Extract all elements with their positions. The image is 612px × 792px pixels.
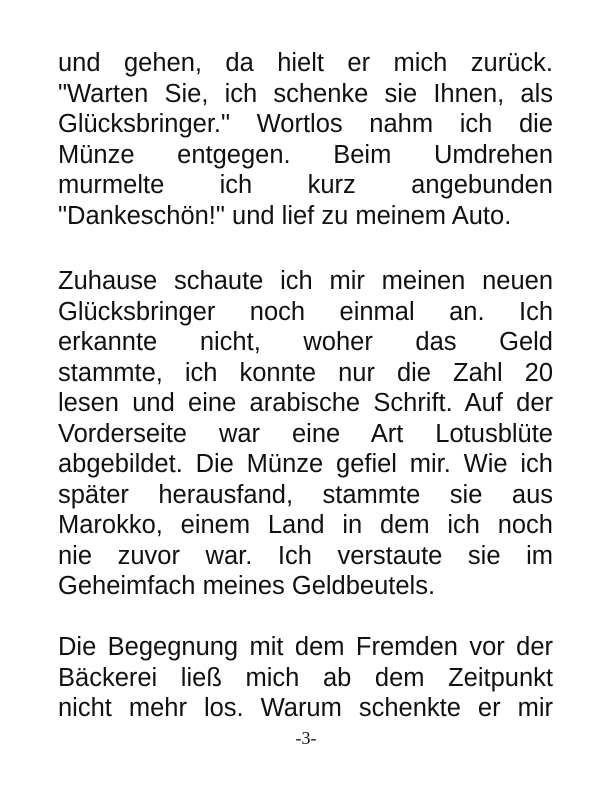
text-line: nicht mehr los. Warum schenkte er mir xyxy=(58,694,553,722)
paragraph-2 xyxy=(58,266,553,602)
text-line: Geheimfach meines Geldbeutels. xyxy=(58,572,436,600)
text-line: nie zuvor war. Ich verstaute sie im xyxy=(58,541,553,570)
text-line: Vorderseite war eine Art Lotusblüte xyxy=(58,419,553,448)
text-line: abgebildet. Die Münze gefiel mir. Wie ich xyxy=(58,450,553,478)
page-number: -3- xyxy=(295,728,317,748)
text-line: "Dankeschön!" und lief zu meinem Auto. xyxy=(58,201,512,230)
text-line: Glücksbringer noch einmal an. Ich xyxy=(58,297,553,326)
text-line: Bäckerei ließ mich ab dem Zeitpunkt xyxy=(58,663,553,692)
text-line: erkannte nicht, woher das Geld xyxy=(58,328,553,356)
text-line: lesen und eine arabische Schrift. Auf der xyxy=(58,389,553,417)
paragraph-3 xyxy=(58,632,553,724)
text-line: Die Begegnung mit dem Fremden vor der xyxy=(58,633,553,661)
text-line: Glücksbringer." Wortlos nahm ich die xyxy=(58,110,553,138)
text-line: murmelte ich kurz angebunden xyxy=(58,171,553,199)
text-line: Marokko, einem Land in dem ich noch xyxy=(58,511,553,539)
text-line: stammte, ich konnte nur die Zahl 20 xyxy=(58,358,553,387)
text-line: Münze entgegen. Beim Umdrehen xyxy=(58,140,553,169)
text-line: und gehen, da hielt er mich zurück. xyxy=(58,49,553,77)
text-line: Zuhause schaute ich mir meinen neuen xyxy=(58,267,553,295)
text-line: "Warten Sie, ich schenke sie Ihnen, als xyxy=(58,79,553,108)
text-line: später herausfand, stammte sie aus xyxy=(58,480,553,509)
paragraph-1 xyxy=(58,48,553,231)
